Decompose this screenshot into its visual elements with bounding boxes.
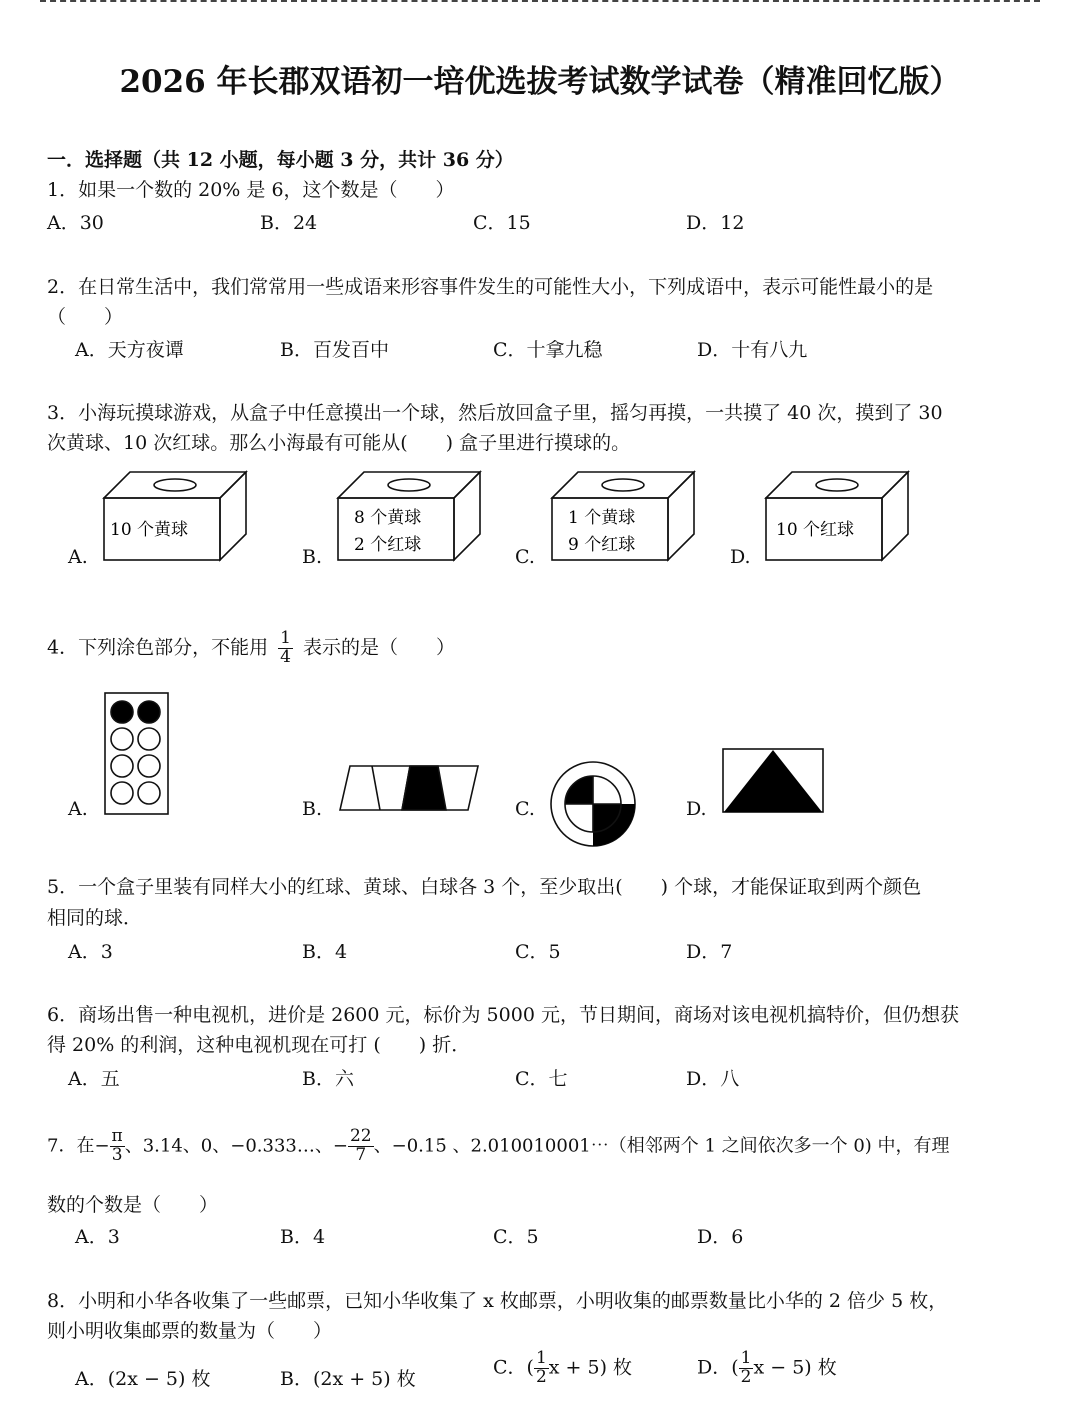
q4-figure-a [104, 692, 170, 816]
q8-option-c-pre: C．( [493, 1356, 534, 1379]
q3-box-d [762, 468, 912, 564]
q7-pi-fraction [110, 1128, 125, 1165]
q4-option-b: B. [302, 798, 323, 820]
q2-stem-line1: 2．在日常生活中，我们常常用一些成语来形容事件发生的可能性大小，下列成语中，表示可能性最小的是 [47, 276, 934, 298]
q5-stem-line1: 5．一个盒子里装有同样大小的红球、黄球、白球各 3 个，至少取出( ) 个球，才能保证取到两个颜色 [47, 876, 922, 898]
q4-option-d: D. [686, 798, 707, 820]
q4-figure-d [722, 748, 824, 814]
q3-box-c [548, 468, 698, 564]
q3-box-a-line1: 10 个黄球 [110, 520, 189, 540]
q7-option-d: D．6 [697, 1226, 744, 1248]
q4-stem [47, 630, 455, 667]
q3-stem-line1: 3．小海玩摸球游戏，从盒子中任意摸出一个球，然后放回盒子里，摇匀再摸，一共摸了 40 次，摸到了 30 [47, 402, 943, 424]
q5-option-d: D．7 [686, 941, 733, 963]
q2-stem-line2: （ ） [47, 306, 124, 328]
q8-d-frac-num: 1 [740, 1348, 752, 1368]
q2-option-d: D．十有八九 [697, 339, 808, 361]
q6-stem-line1: 6．商场出售一种电视机，进价是 2600 元，标价为 5000 元，节日期间，商场对该电视机搞特价，但仍想获 [47, 1004, 959, 1026]
q8-option-d [697, 1350, 837, 1387]
q6-option-a: A．五 [68, 1068, 120, 1090]
q8-stem-line2: 则小明收集邮票的数量为（ ） [47, 1320, 333, 1342]
q3-box-d-line1: 10 个红球 [776, 520, 855, 540]
q7-mid1: 、3.14、0、−0.333…、− [124, 1135, 348, 1157]
q4-option-a: A. [68, 798, 88, 820]
q7-fraction-22-7 [348, 1128, 374, 1165]
q1-option-a: A．30 [47, 212, 104, 234]
q8-c-frac-den: 2 [535, 1366, 547, 1387]
q6-option-c: C．七 [515, 1068, 568, 1090]
q4-figure-b [338, 764, 480, 812]
top-dashed-border [40, 0, 1040, 2]
q3-option-a: A. [68, 546, 88, 568]
q7-option-a: A．3 [75, 1226, 120, 1248]
q8-option-d-pre: D．( [697, 1356, 739, 1379]
q7-option-b: B．4 [280, 1226, 326, 1248]
q3-option-b: B. [302, 546, 323, 568]
q7-option-c: C．5 [493, 1226, 539, 1248]
q6-option-d: D．八 [686, 1068, 740, 1090]
q4-fraction [278, 630, 293, 667]
q3-stem-line2: 次黄球、10 次红球。那么小海最有可能从( ) 盒子里进行摸球的。 [47, 432, 631, 454]
q1-option-c: C．15 [473, 212, 531, 234]
q7-pi-num: π [111, 1126, 123, 1146]
q4-fraction-den: 4 [280, 646, 291, 667]
q8-option-c-post: x + 5) 枚 [548, 1356, 633, 1379]
q7-neg: − [94, 1135, 110, 1157]
q2-option-a: A．天方夜谭 [75, 339, 184, 361]
q7-stem-line2: 数的个数是（ ） [47, 1194, 219, 1216]
q3-box-a [100, 468, 250, 564]
q8-option-c-fraction [534, 1350, 549, 1387]
q1-option-d: D．12 [686, 212, 745, 234]
q3-box-c-line1: 1 个黄球 [568, 508, 636, 528]
q5-option-c: C．5 [515, 941, 561, 963]
q4-stem-after: 表示的是（ ） [303, 636, 456, 659]
section-heading: 一．选择题（共 12 小题，每小题 3 分，共计 36 分） [47, 149, 514, 171]
q7-pi-den: 3 [111, 1144, 123, 1165]
q7-stem-line1 [47, 1128, 950, 1165]
q8-option-a: A．(2x − 5) 枚 [75, 1368, 211, 1390]
q3-option-d: D. [730, 546, 751, 568]
q3-option-c: C. [515, 546, 535, 568]
q1-stem: 1．如果一个数的 20% 是 6，这个数是（ ） [47, 179, 455, 201]
q4-figure-c [549, 760, 637, 848]
q8-d-frac-den: 2 [740, 1366, 752, 1387]
q8-c-frac-num: 1 [535, 1348, 547, 1368]
q8-option-d-fraction [739, 1350, 754, 1387]
q5-option-a: A．3 [68, 941, 113, 963]
q4-option-c: C. [515, 798, 535, 820]
q6-stem-line2: 得 20% 的利润，这种电视机现在可打 ( ) 折． [47, 1034, 471, 1056]
q6-option-b: B．六 [302, 1068, 354, 1090]
q2-option-b: B．百发百中 [280, 339, 389, 361]
q8-option-c [493, 1350, 632, 1387]
q2-option-c: C．十拿九稳 [493, 339, 603, 361]
q3-box-b-line2: 2 个红球 [354, 535, 422, 555]
q8-option-d-post: x − 5) 枚 [753, 1356, 837, 1379]
q7-mid2: 、−0.15̇ 、2.010010001⋯（相邻两个 1 之间依次多一个 0) 中，有理 [373, 1135, 950, 1157]
q7-f-den: 7 [355, 1144, 367, 1165]
q1-option-b: B．24 [260, 212, 318, 234]
page-title: 2026 年长郡双语初一培优选拔考试数学试卷（精准回忆版） [119, 64, 961, 100]
q5-stem-line2: 相同的球． [47, 907, 143, 929]
q3-box-b [334, 468, 484, 564]
q8-stem-line1: 8．小明和小华各收集了一些邮票，已知小华收集了 x 枚邮票，小明收集的邮票数量比小华的 2 倍少 5 枚， [47, 1290, 948, 1312]
q3-box-b-line1: 8 个黄球 [354, 508, 422, 528]
q8-option-b: B．(2x + 5) 枚 [280, 1368, 416, 1390]
q7-lead: 7．在 [47, 1135, 95, 1157]
q5-option-b: B．4 [302, 941, 348, 963]
q7-f-num: 22 [349, 1126, 372, 1146]
q4-fraction-num: 1 [280, 628, 291, 648]
q4-stem-before: 4．下列涂色部分，不能用 [47, 636, 269, 659]
q3-box-c-line2: 9 个红球 [568, 535, 636, 555]
